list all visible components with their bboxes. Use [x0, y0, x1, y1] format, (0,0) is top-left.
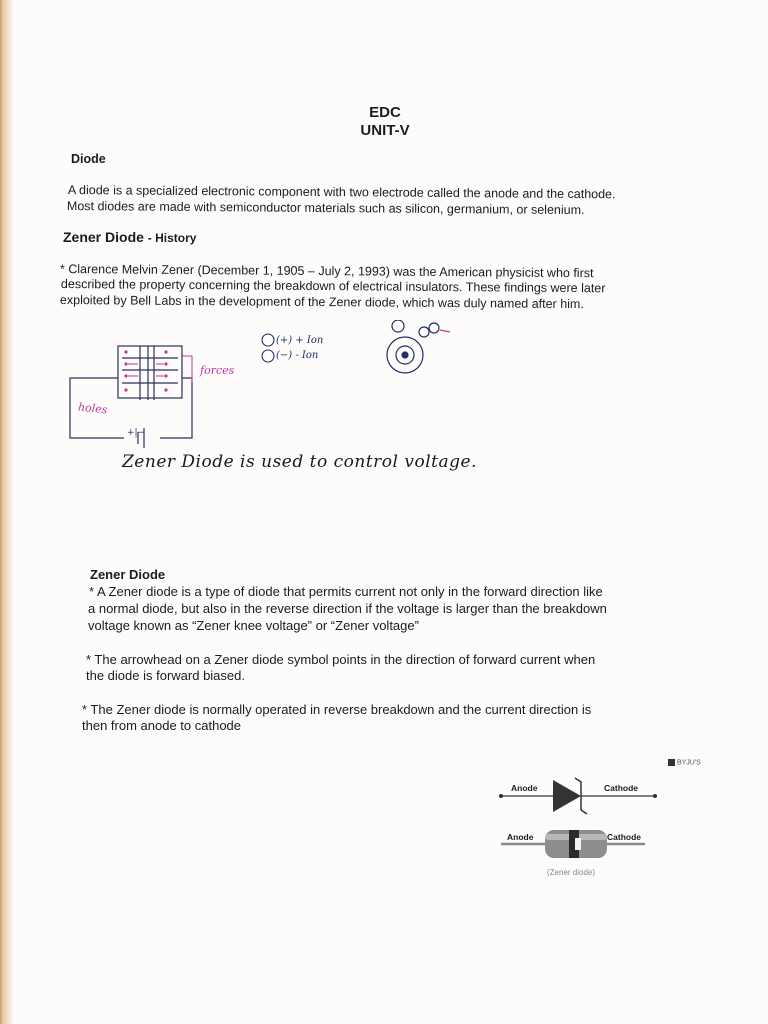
- cathode-label-physical: Cathode: [607, 832, 641, 842]
- zener-p1-line3: voltage known as “Zener knee voltage” or “Zener voltage”: [88, 618, 419, 633]
- zener-heading: Zener Diode: [90, 567, 166, 582]
- figure-caption: (Zener diode): [547, 868, 596, 877]
- atom-sketch: [387, 320, 450, 373]
- zener-p2-line1: * The arrowhead on a Zener diode symbol points in the direction of forward current when: [86, 652, 596, 667]
- diode-text-line2: Most diodes are made with semiconductor materials such as silicon, germanium, or selenium.: [66, 199, 585, 218]
- history-line3: exploited by Bell Labs in the development of the Zener diode, which was duly named after him.: [59, 293, 584, 312]
- history-heading: [63, 229, 196, 245]
- handwritten-note: Zener Diode is used to control voltage.: [122, 452, 477, 472]
- charge-dots: [124, 350, 167, 391]
- plus-ion-note: (+) + Ion: [276, 335, 324, 346]
- document-title: EDC: [369, 104, 401, 121]
- cathode-label: Cathode: [604, 783, 638, 793]
- minus-ion-note: (−) - Ion: [276, 350, 319, 361]
- zener-p3-line1: * The Zener diode is normally operated in reverse breakdown and the current direction is: [82, 702, 592, 717]
- zener-p1-line1: * A Zener diode is a type of diode that permits current not only in the forward direction like: [89, 584, 603, 599]
- history-heading-sub: - History: [147, 231, 197, 245]
- document-subtitle: UNIT-V: [360, 122, 410, 139]
- battery-note: +|−: [127, 428, 146, 438]
- page-edge-shadow: [0, 0, 14, 1024]
- diode-text-line1: A diode is a specialized electronic component with two electrode called the anode and the cathode.: [67, 183, 616, 202]
- ion-symbols: [262, 334, 274, 362]
- hand-sketch: [60, 320, 480, 450]
- zener-p3-line2: then from anode to cathode: [82, 718, 242, 733]
- history-line2: described the property concerning the breakdown of electrical insulators. These findings were later: [60, 277, 606, 296]
- brand-icon: [668, 759, 675, 766]
- history-heading-title: Zener Diode: [63, 229, 144, 245]
- anode-label: Anode: [511, 783, 538, 793]
- history-line1: * Clarence Melvin Zener (December 1, 1905 – July 2, 1993) was the American physicist who first: [59, 262, 594, 281]
- forces-note: forces: [200, 364, 235, 377]
- brand-text: BYJU'S: [676, 759, 701, 767]
- brand-logo: [668, 759, 701, 766]
- anode-label-physical: Anode: [507, 832, 534, 842]
- diode-heading: Diode: [71, 152, 106, 166]
- zener-p1-line2: a normal diode, but also in the reverse direction if the voltage is larger than the breakdown: [88, 601, 607, 616]
- holes-note: holes: [77, 400, 108, 417]
- zener-p2-line2: the diode is forward biased.: [86, 668, 245, 683]
